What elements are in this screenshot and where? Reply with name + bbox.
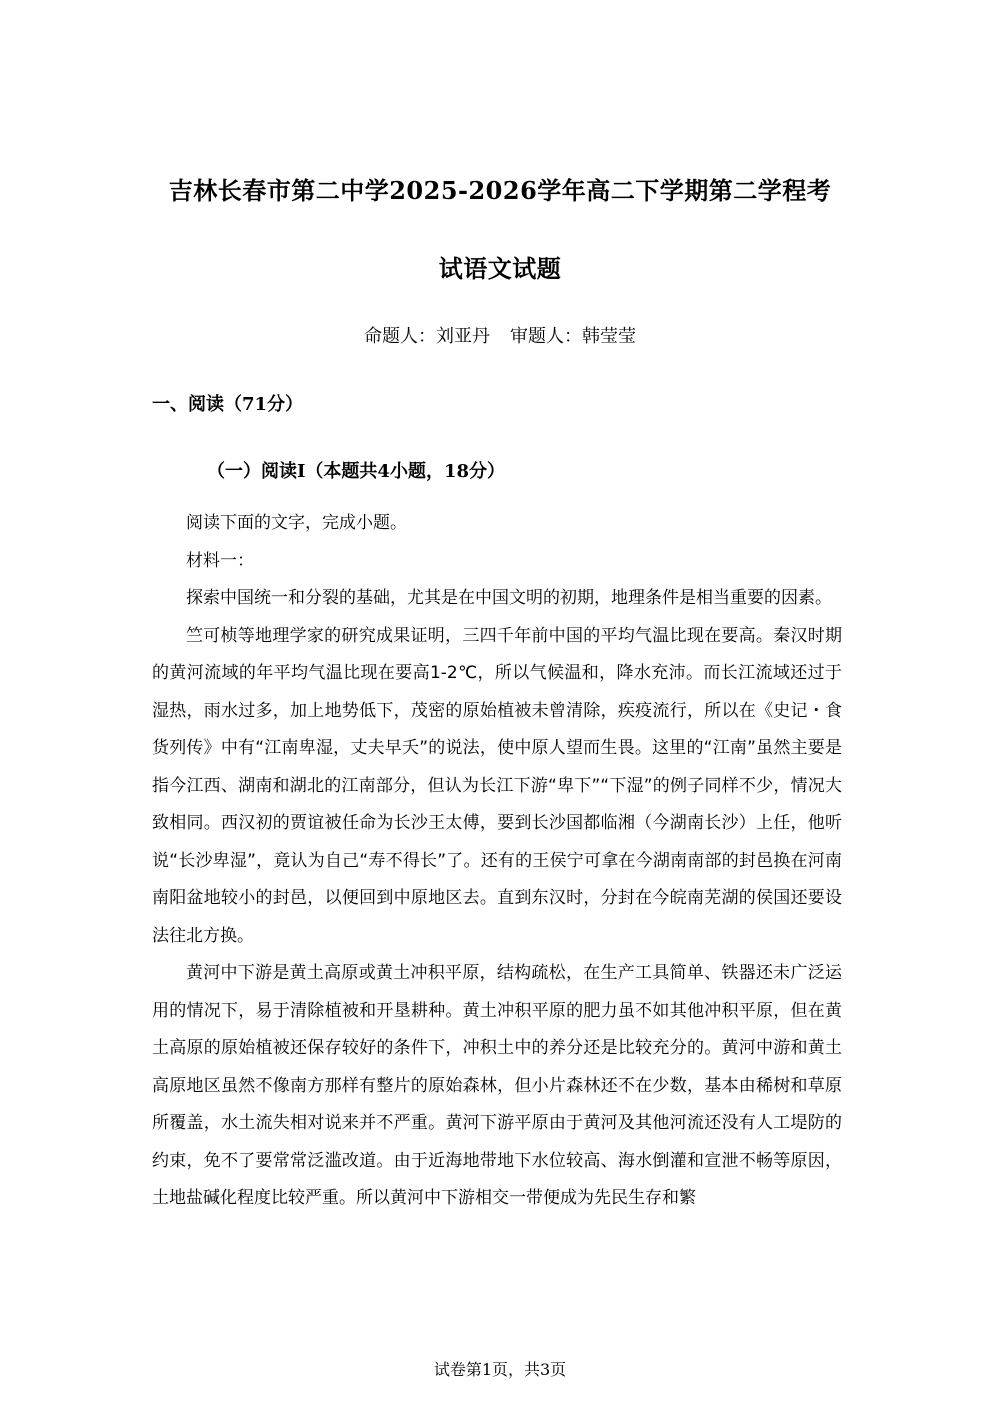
question-reviewer: 审题人：韩莹莹 bbox=[510, 326, 636, 347]
passage-paragraph-2: 竺可桢等地理学家的研究成果证明，三四千年前中国的平均气温比现在要高。秦汉时期的黄河流域的年平均气温比现在要高1-2℃，所以气候温和，降水充沛。而长江流域还过于湿热，雨水过多，加上地势低下，茂密的原始植被未曾清除，疾疫流行，所以在《史记・食货列传》中有“江南卑湿，丈夫早夭”的说法，使中原人望而生畏。这里的“江南”虽然主要是指今江西、湖南和湖北的江南部分，但认为长江下游“卑下”“下湿”的例子同样不少，情况大致相同。西汉初的贾谊被任命为长沙王太傅，要到长沙国都临湘（今湖南长沙）上任，他听说“长沙卑湿”，竟认为自己“寿不得长”了。还有的王侯宁可拿在今湖南南部的封邑换在河南南阳盆地较小的封邑，以便回到中原地区去。直到东汉时，分封在今皖南芜湖的侯国还要设法往北方换。 bbox=[152, 625, 842, 946]
page-footer: 试卷第1页，共3页 bbox=[433, 1360, 567, 1379]
material-label: 材料一： bbox=[186, 550, 254, 571]
passage-paragraph-3: 黄河中下游是黄土高原或黄土冲积平原，结构疏松，在生产工具简单、铁器还未广泛运用的情况下，易于清除植被和开垦耕种。黄土冲积平原的肥力虽不如其他冲积平原，但在黄土高原的原始植被还保存较好的条件下，冲积土中的养分还是比较充分的。黄河中游和黄土高原地区虽然不像南方那样有整片的原始森林，但小片森林还不在少数，基本由稀树和草原所覆盖，水土流失相对说来并不严重。黄河下游平原由于黄河及其他河流还没有人工堤防的约束，免不了要常常泛滥改道。由于近海地带地下水位较高、海水倒灌和宣泄不畅等原因，土地盐碱化程度比较严重。所以黄河中下游相交一带便成为先民生存和繁 bbox=[152, 963, 842, 1208]
passage-body bbox=[152, 505, 842, 1218]
exam-title-line1: 吉林长春市第二中学2025-2026学年高二下学期第二学程考 bbox=[168, 176, 832, 205]
authors-line bbox=[0, 322, 1000, 348]
section-heading: 一、阅读（71分） bbox=[152, 394, 304, 415]
passage-paragraph-1: 探索中国统一和分裂的基础，尤其是在中国文明的初期，地理条件是相当重要的因素。 bbox=[186, 588, 832, 608]
question-setter: 命题人：刘亚丹 bbox=[364, 326, 490, 347]
exam-title-line2: 试语文试题 bbox=[438, 254, 562, 283]
subsection-heading: （一）阅读Ⅰ（本题共4小题，18分） bbox=[207, 461, 505, 482]
reading-instruction: 阅读下面的文字，完成小题。 bbox=[186, 513, 407, 533]
